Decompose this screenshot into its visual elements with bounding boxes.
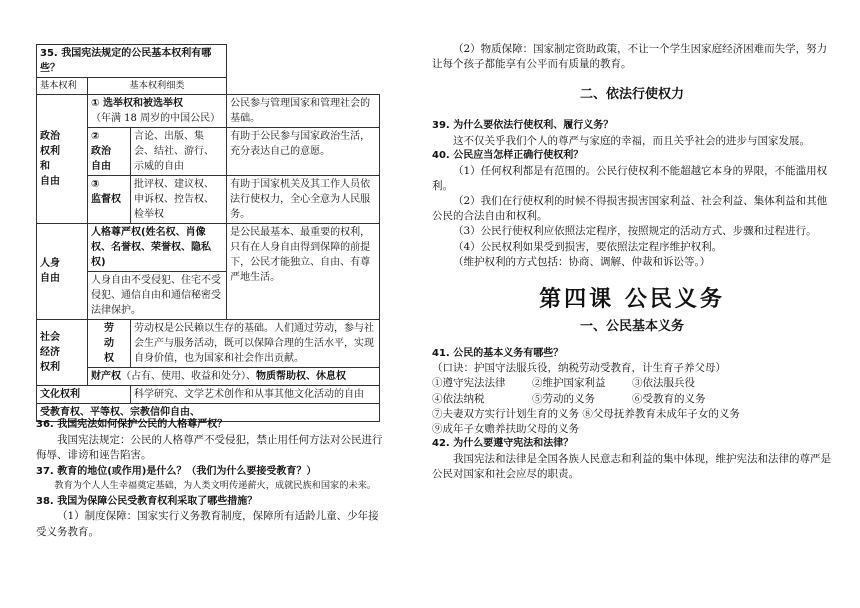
right-vote-meaning: 公民参与管理国家和管理社会的基础。 (227, 94, 380, 127)
answer-40-2: （2）我们在行使权利的时候不得损害损害国家利益、社会利益、集体利益和其他公民的合法自由和权利。 (432, 194, 828, 223)
right-culture-detail: 科学研究、文学艺术创作和从事其他文化活动的自由 (131, 385, 380, 403)
section-title-1: 一、公民基本义务 (579, 318, 684, 334)
duty-item: ⑥受教育的义务 (632, 392, 706, 405)
question-42: 42. 为什么要遵守宪法和法律？ (432, 438, 574, 450)
mnemonic: （口诀：护国守法服兵役，纳税劳动受教育，计生育子养父母） (432, 362, 726, 375)
duty-grid (432, 376, 832, 406)
answer-37: 教育为个人人生幸福奠定基础，为人类文明传递薪火，成就民族和国家的未来。 (54, 480, 376, 492)
answer-42: 我国宪法和法律是全国各族人民意志和利益的集中体现，维护宪法和法律的尊严是公民对国家和社会应尽的职责。 (432, 452, 831, 481)
answer-38: （1）制度保障：国家实行义务教育制度，保障所有适龄儿童、少年接受义务教育。 (36, 510, 379, 538)
right-labor: 劳 动 权 (88, 319, 131, 367)
duty-item: ①遵守宪法法律 (432, 377, 506, 390)
question-41: 41. 公民的基本义务有哪些？ (432, 347, 564, 359)
answer-38-part2: （2）物质保障：国家制定资助政策，不让一个学生因家庭经济困难而失学，努力让每个孩子都能享有公平而有质量的教育。 (432, 43, 828, 71)
question-36: 36. 我国宪法如何保护公民的人格尊严权？ (36, 419, 228, 430)
table-title: 35. 我国宪法规定的公民基本权利有哪些？ (37, 45, 227, 78)
duty-7-8: ⑦夫妻双方实行计划生育的义务 ⑧父母抚养教育未成年子女的义务 (432, 407, 740, 420)
answer-36: 我国宪法规定：公民的人格尊严不受侵犯，禁止用任何方法对公民进行侮辱、诽谤和诬告陷害。 (36, 433, 383, 461)
rights-table (36, 44, 380, 422)
cat-political: 政治 权利 和 自由 (37, 94, 88, 223)
question-37: 37. 教育的地位(或作用)是什么？（我们为什么要接受教育？） (36, 465, 317, 477)
duty-9: ⑨成年子女赡养扶助父母的义务 (432, 423, 579, 436)
cat-culture: 文化权利 (37, 385, 131, 403)
right-supervision-meaning: 有助于国家机关及其工作人员依法行使权力，全心全意为人民服务。 (227, 175, 380, 223)
right-property: 财产权（占有、使用、收益和处分）、物质帮助权、休息权 (88, 367, 380, 385)
answer-40-3: （3）公民行使权利应依照法定程序，按照规定的活动方式、步骤和过程进行。 (453, 225, 817, 238)
right-dignity: 人格尊严权(姓名权、肖像权、名誉权、荣誉权、隐私权) (88, 223, 227, 271)
right-person-freedom: 人身自由不受侵犯、住宅不受侵犯、通信自由和通信秘密受法律保护。 (88, 271, 227, 319)
answer-40-1: （1）任何权利都是有范围的。公民行使权利不能超越它本身的界限，不能滥用权利。 (432, 164, 828, 192)
answer-40-4: （4）公民权利如果受到损害，要依照法定程序维护权利。 (453, 240, 723, 253)
cat-social: 社会 经济 权利 (37, 319, 88, 385)
answer-39: 这不仅关乎我们个人的尊严与家庭的幸福，而且关乎社会的进步与国家发展。 (453, 134, 810, 147)
right-political-freedom: ② 政治 自由 (88, 127, 131, 175)
section-title-2: 二、依法行使权力 (579, 87, 684, 103)
question-38: 38. 我国为保障公民受教育权利采取了哪些措施？ (36, 495, 258, 507)
right-supervision: ③ 监督权 (88, 175, 131, 223)
right-political-freedom-detail: 言论、出版、集会、结社、游行、示威的自由 (131, 127, 227, 175)
right-labor-meaning: 劳动权是公民赖以生存的基础。人们通过劳动，参与社会生产与服务活动，既可以保障合理的生活水平，实现自身价值，也为国家和社会作出贡献。 (131, 319, 380, 367)
cat-person: 人身 自由 (37, 223, 88, 319)
lesson-title: 第四课 公民义务 (539, 287, 725, 313)
question-40: 40. 公民应当怎样正确行使权利？ (432, 150, 584, 161)
right-vote: ① 选举权和被选举权 （年满 18 周岁的中国公民） (88, 94, 227, 127)
right-supervision-detail: 批评权、建议权、申诉权、控告权、检举权 (131, 175, 227, 223)
header-subtype: 基本权利细类 (88, 78, 227, 95)
duty-item: ②维护国家利益 (532, 377, 606, 390)
table-last-row: 受教育权、平等权、宗教信仰自由、 (37, 403, 380, 421)
header-category: 基本权利 (37, 78, 88, 95)
right-person-meaning: 是公民最基本、最重要的权利，只有在人身自由得到保障的前提下，公民才能独立、自由、有尊严地生活。 (227, 223, 380, 319)
duty-item: ③依法服兵役 (632, 377, 695, 390)
duty-item: ⑤劳动的义务 (532, 392, 595, 405)
right-political-freedom-meaning: 有助于公民参与国家政治生活，充分表达自己的意愿。 (227, 127, 380, 175)
duty-item: ④依法纳税 (432, 392, 485, 405)
answer-40-5: （维护权利的方式包括：协商、调解、仲裁和诉讼等。） (453, 255, 711, 268)
question-39: 39. 为什么要依法行使权利、履行义务？ (432, 120, 614, 132)
